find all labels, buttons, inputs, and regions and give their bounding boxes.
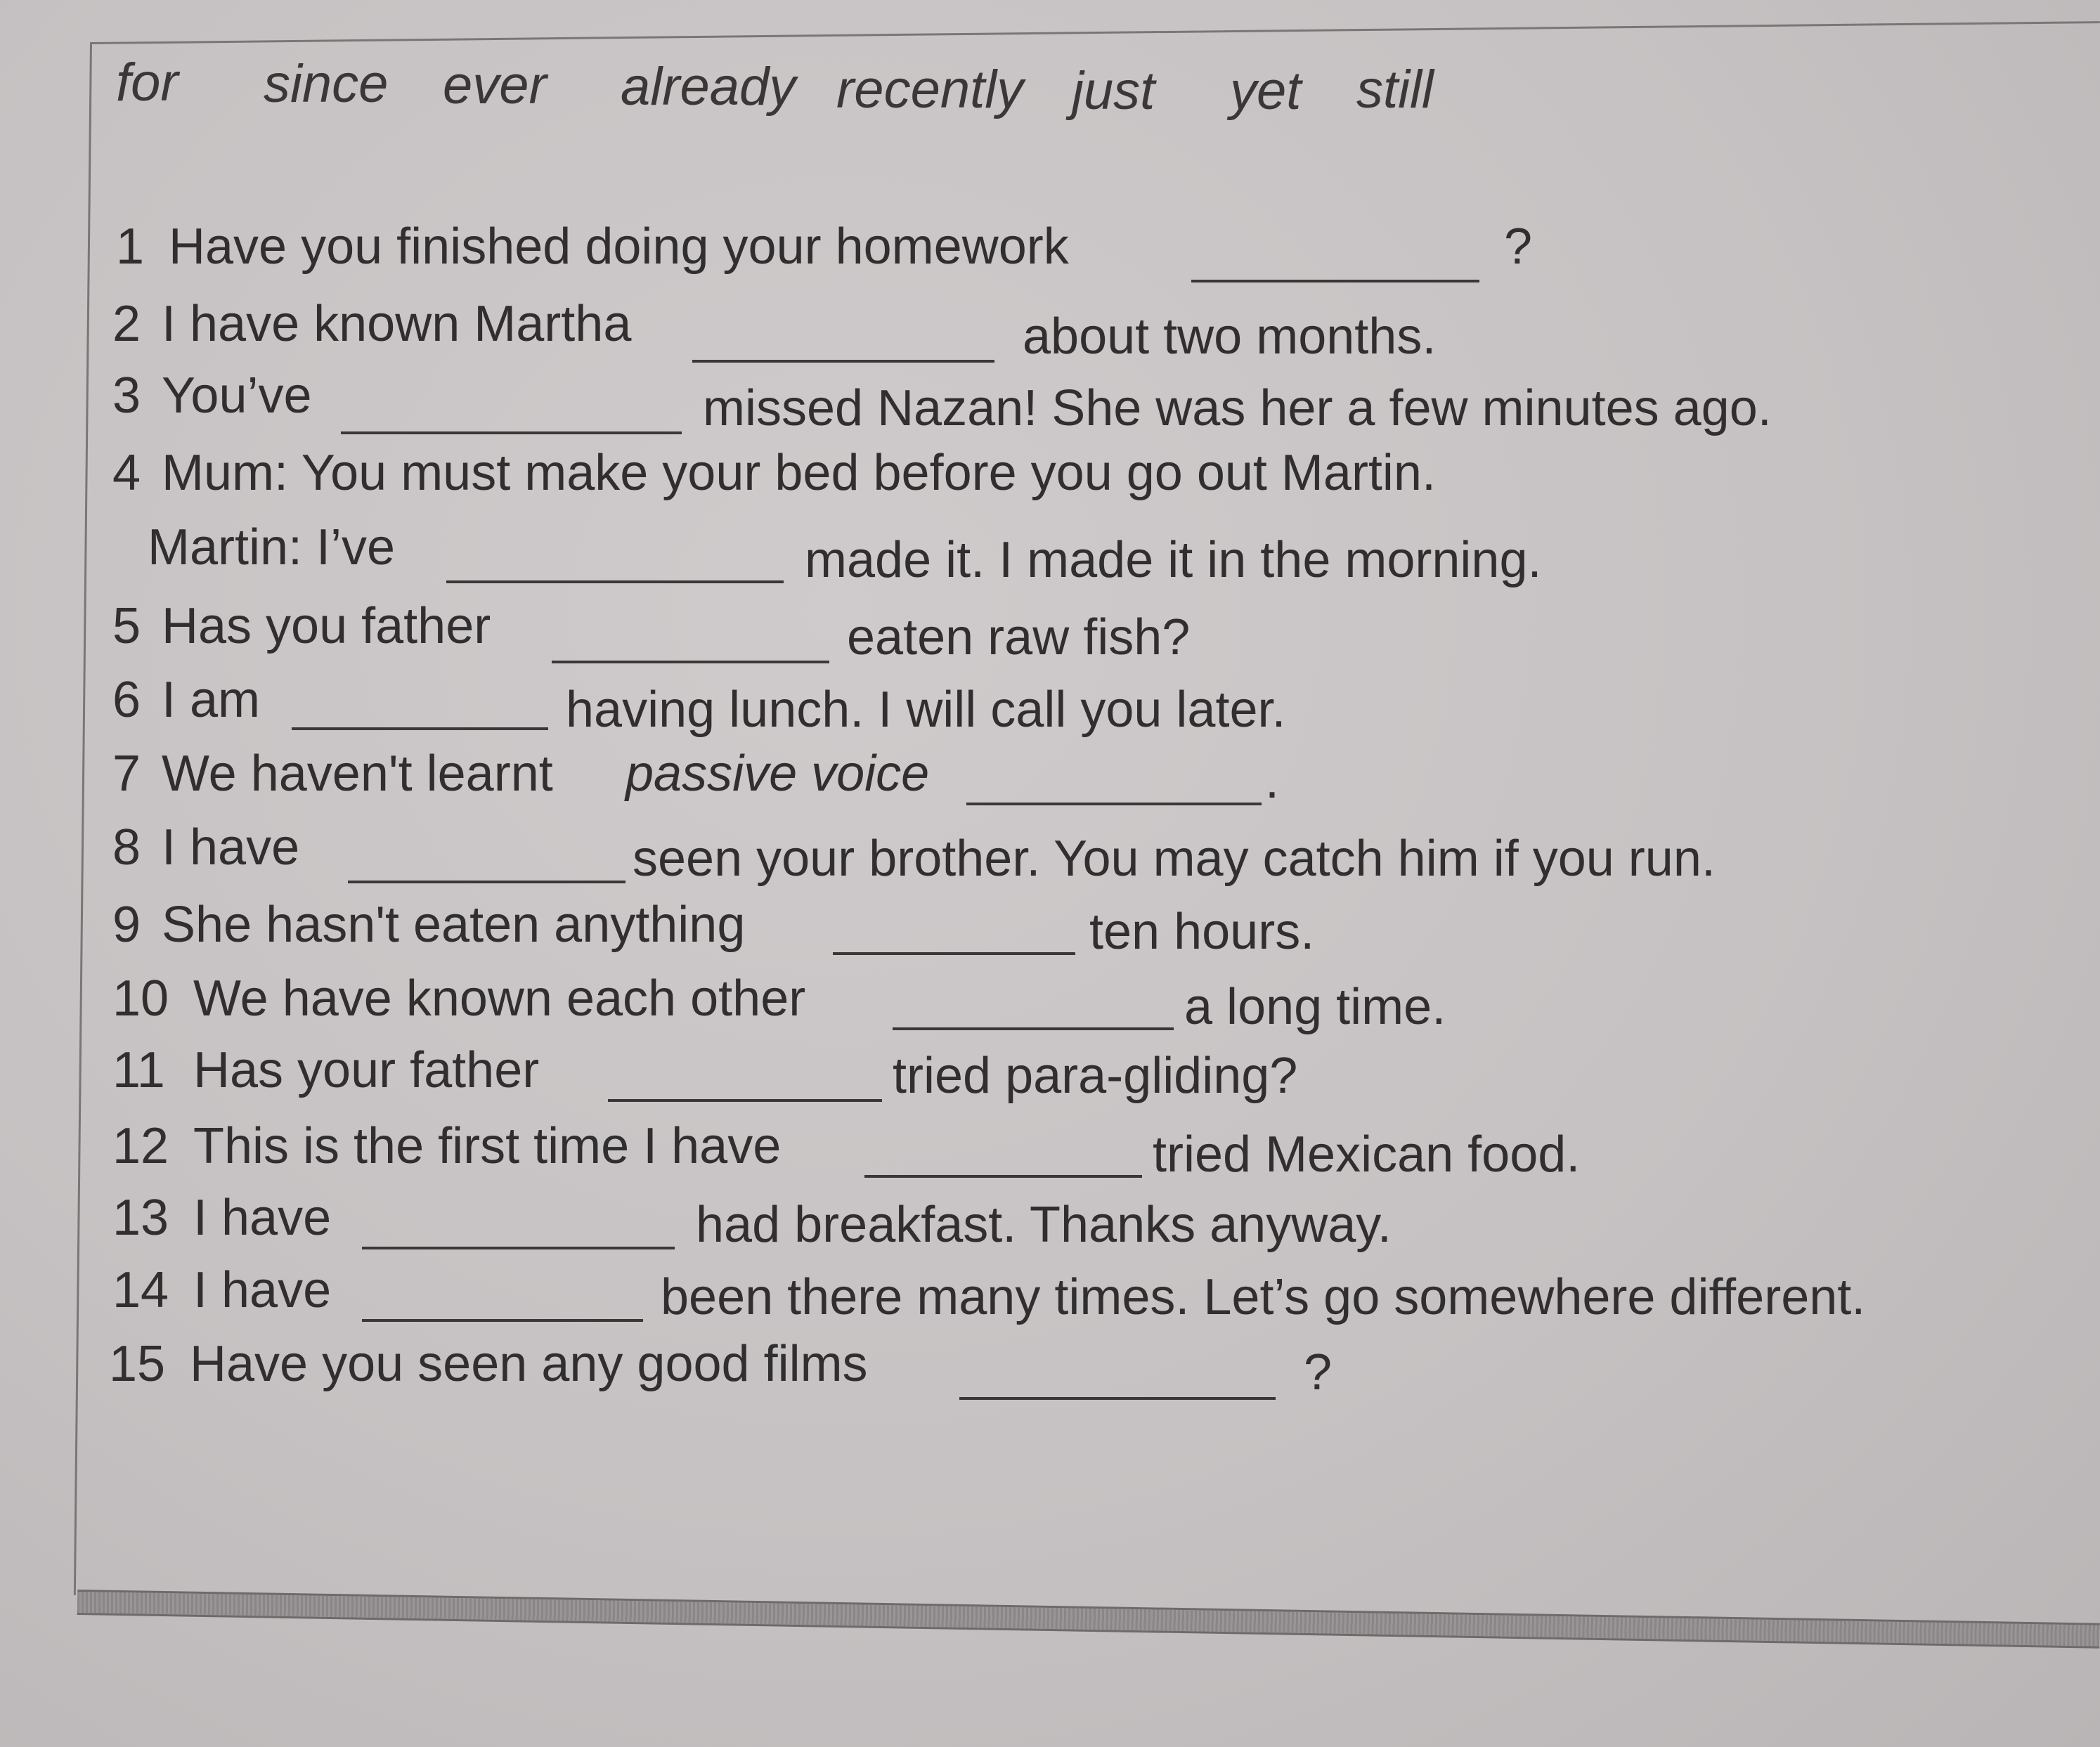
word-bank-item: since xyxy=(264,54,389,114)
item-text-after: having lunch. I will call you later. xyxy=(566,682,1286,738)
item-number: 8 xyxy=(112,819,141,876)
item-text-italic: passive voice xyxy=(626,746,930,802)
answer-blank[interactable] xyxy=(692,360,994,363)
exercise-item xyxy=(112,367,2010,437)
item-text-after: tried para-gliding? xyxy=(893,1048,1298,1104)
item-text-before: You’ve xyxy=(162,368,312,424)
exercise-item xyxy=(112,295,1588,365)
item-text-before: This is the first time I have xyxy=(193,1118,782,1174)
item-number: 10 xyxy=(112,970,169,1027)
item-text-after: eaten raw fish? xyxy=(847,609,1191,665)
item-text-before: She hasn't eaten anything xyxy=(162,897,746,953)
item-number: 14 xyxy=(112,1262,169,1318)
exercise-item xyxy=(116,218,1592,288)
exercise-item xyxy=(112,1189,1729,1259)
item-number: 15 xyxy=(109,1336,166,1392)
exercise-item xyxy=(112,671,1729,741)
exercise-item xyxy=(109,1335,1725,1405)
exercise-item xyxy=(112,1041,1729,1112)
answer-blank[interactable] xyxy=(348,881,626,883)
item-text-after: . xyxy=(1265,753,1280,809)
word-bank-item: still xyxy=(1356,60,1434,119)
word-bank-item: for xyxy=(116,53,179,112)
answer-blank[interactable] xyxy=(864,1175,1142,1178)
answer-blank[interactable] xyxy=(292,727,548,730)
item-text-after: ten hours. xyxy=(1089,904,1315,960)
item-text-after: about two months. xyxy=(1023,309,1437,365)
answer-blank[interactable] xyxy=(959,1397,1276,1400)
item-text-after: seen your brother. You may catch him if you run. xyxy=(633,831,1716,887)
exercise-item xyxy=(112,597,1729,668)
item-text-after: had breakfast. Thanks anyway. xyxy=(696,1197,1392,1253)
item-text-after: made it. I made it in the morning. xyxy=(805,532,1542,588)
item-text-after: missed Nazan! She was her a few minutes ago. xyxy=(703,380,1772,436)
item-text-before: Have you finished doing your homework xyxy=(169,219,1069,275)
answer-blank[interactable] xyxy=(341,431,682,434)
item-text-before: Mum: You must make your bed before you go out Martin. xyxy=(162,445,1436,501)
item-text-before: Has your father xyxy=(193,1042,540,1098)
item-number: 3 xyxy=(112,368,141,424)
item-number: 6 xyxy=(112,672,141,728)
exercise-item xyxy=(112,745,1729,815)
item-number: 12 xyxy=(112,1118,169,1174)
item-number: 7 xyxy=(112,746,141,802)
item-text-before: I am xyxy=(162,672,261,728)
item-number: 2 xyxy=(112,296,141,352)
item-text-after: ? xyxy=(1304,1344,1333,1401)
word-bank-item: recently xyxy=(836,60,1024,119)
item-text-after: a long time. xyxy=(1184,979,1446,1035)
item-number: 9 xyxy=(112,897,141,953)
answer-blank[interactable] xyxy=(552,661,829,663)
item-text-after: tried Mexican food. xyxy=(1153,1126,1581,1183)
item-number: 13 xyxy=(112,1190,169,1246)
exercise-item xyxy=(112,444,1869,514)
item-text-before: I have xyxy=(162,819,300,876)
exercise-item xyxy=(112,1261,2080,1332)
answer-blank[interactable] xyxy=(362,1319,643,1322)
word-bank-item: yet xyxy=(1230,61,1302,121)
item-text-before: I have known Martha xyxy=(162,296,632,352)
word-bank-item: just xyxy=(1072,61,1155,121)
exercise-item xyxy=(112,819,2010,889)
answer-blank[interactable] xyxy=(966,803,1262,805)
item-text-before: Has you father xyxy=(162,598,491,654)
word-bank-item: ever xyxy=(443,56,547,115)
answer-blank[interactable] xyxy=(608,1099,882,1102)
answer-blank[interactable] xyxy=(362,1247,675,1249)
answer-blank[interactable] xyxy=(833,952,1075,955)
item-number: 11 xyxy=(112,1042,165,1098)
exercise-item xyxy=(112,970,1729,1040)
word-bank-item: already xyxy=(621,57,796,117)
answer-blank[interactable] xyxy=(1191,280,1479,282)
item-number: 4 xyxy=(112,445,141,501)
item-text-after: ? xyxy=(1504,219,1533,275)
item-text-before: Have you seen any good films xyxy=(190,1336,868,1392)
item-text-before: I have xyxy=(193,1262,332,1318)
item-text-before: I have xyxy=(193,1190,332,1246)
item-text-before: Martin: I’ve xyxy=(148,519,396,576)
answer-blank[interactable] xyxy=(446,580,784,583)
exercise-item xyxy=(112,896,1729,966)
exercise-item xyxy=(148,519,1764,589)
item-text-before: We haven't learnt xyxy=(162,746,553,802)
item-number: 1 xyxy=(116,219,145,275)
answer-blank[interactable] xyxy=(893,1027,1174,1030)
item-text-after: been there many times. Let’s go somewhere different. xyxy=(661,1269,1866,1325)
item-number: 5 xyxy=(112,598,141,654)
exercise-item xyxy=(112,1117,1729,1188)
item-text-before: We have known each other xyxy=(193,970,806,1027)
